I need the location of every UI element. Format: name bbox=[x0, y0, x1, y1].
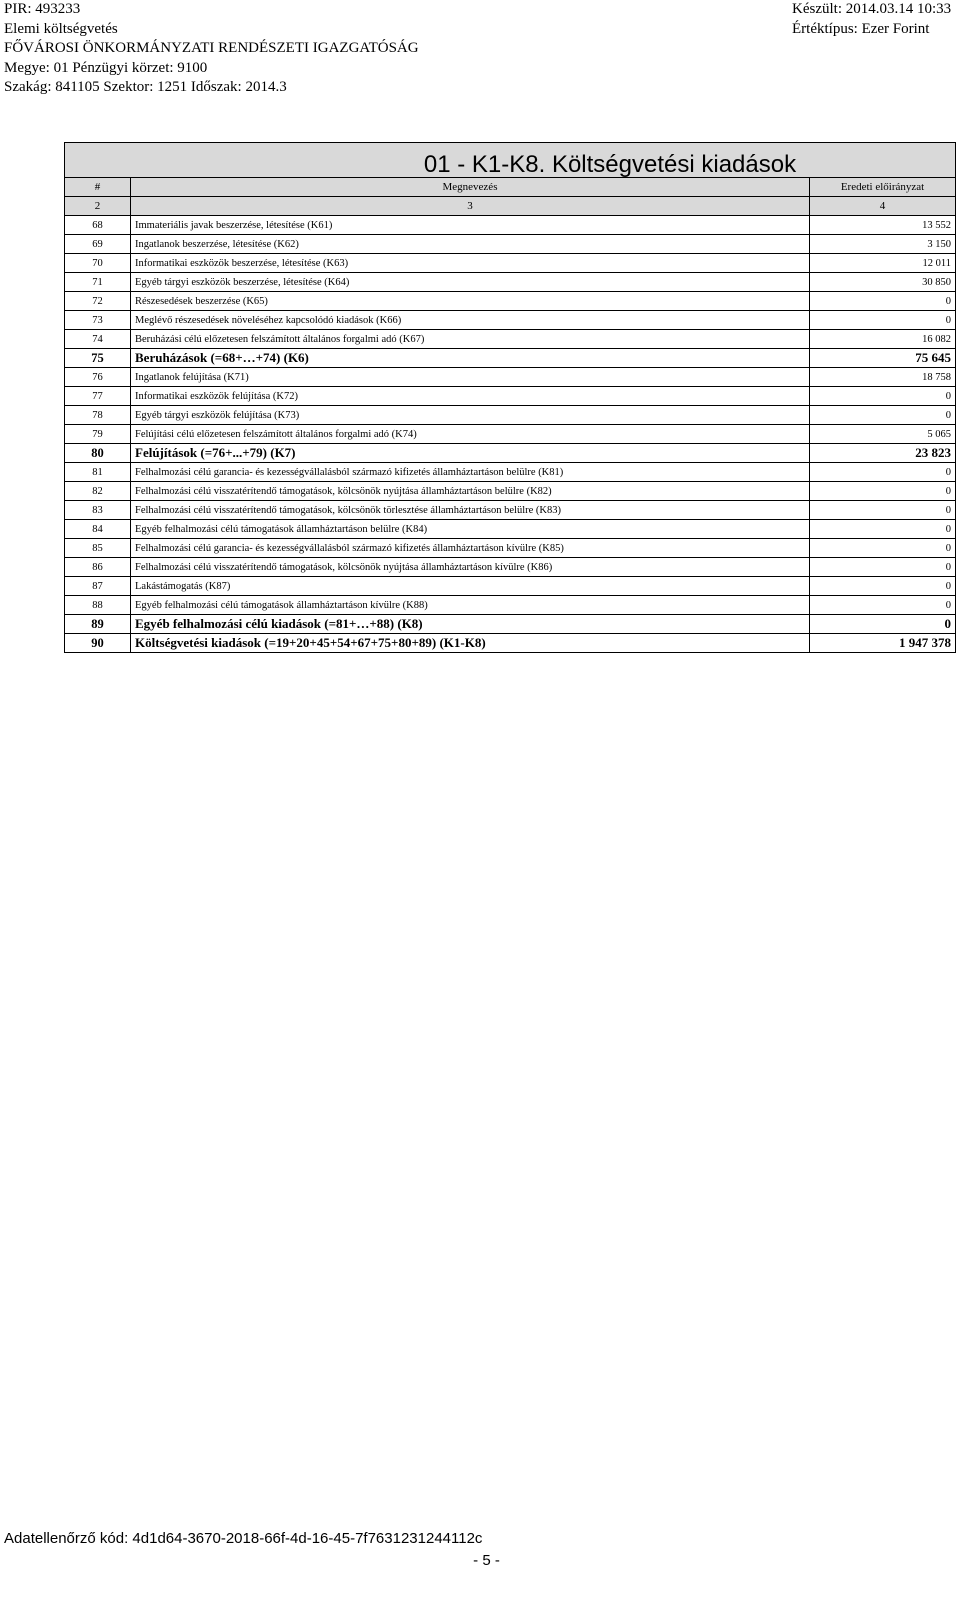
table-row bbox=[65, 406, 956, 425]
row-name: Ingatlanok beszerzése, létesítése (K62) bbox=[131, 235, 810, 254]
row-value: 0 bbox=[810, 387, 956, 406]
row-value: 0 bbox=[810, 482, 956, 501]
row-name: Informatikai eszközök beszerzése, létesítése (K63) bbox=[131, 254, 810, 273]
row-value: 0 bbox=[810, 406, 956, 425]
row-name: Felhalmozási célú garancia- és kezességvállalásból származó kifizetés államháztartáson kívülre (K85) bbox=[131, 539, 810, 558]
row-name: Felhalmozási célú visszatérítendő támogatások, kölcsönök nyújtása államháztartáson kívülre (K86) bbox=[131, 558, 810, 577]
header-left bbox=[4, 0, 419, 98]
row-number: 73 bbox=[65, 311, 131, 330]
table-row bbox=[65, 558, 956, 577]
row-name: Egyéb felhalmozási célú támogatások államháztartáson kívülre (K88) bbox=[131, 596, 810, 615]
row-value: 0 bbox=[810, 292, 956, 311]
row-value: 1 947 378 bbox=[810, 634, 956, 653]
table-row bbox=[65, 482, 956, 501]
table-row bbox=[65, 444, 956, 463]
table-row bbox=[65, 349, 956, 368]
row-number: 83 bbox=[65, 501, 131, 520]
row-number: 85 bbox=[65, 539, 131, 558]
table-row bbox=[65, 235, 956, 254]
row-name: Felújítási célú előzetesen felszámított általános forgalmi adó (K74) bbox=[131, 425, 810, 444]
row-value: 0 bbox=[810, 463, 956, 482]
row-number: 71 bbox=[65, 273, 131, 292]
table-row bbox=[65, 615, 956, 634]
table-row bbox=[65, 387, 956, 406]
row-number: 88 bbox=[65, 596, 131, 615]
table-row bbox=[65, 634, 956, 653]
table-row bbox=[65, 463, 956, 482]
column-number-2: 2 bbox=[65, 197, 131, 216]
row-name: Felhalmozási célú visszatérítendő támogatások, kölcsönök nyújtása államháztartáson belülre (K82) bbox=[131, 482, 810, 501]
column-header-number: # bbox=[65, 178, 131, 197]
column-header-row bbox=[65, 178, 956, 197]
created-timestamp: Készült: 2014.03.14 10:33 bbox=[792, 1, 952, 17]
table-title-text: 01 - K1-K8. Költségvetési kiadások bbox=[423, 151, 797, 178]
row-value: 3 150 bbox=[810, 235, 956, 254]
row-name: Egyéb felhalmozási célú támogatások államháztartáson belülre (K84) bbox=[131, 520, 810, 539]
row-name: Beruházások (=68+…+74) (K6) bbox=[131, 349, 810, 368]
table-row bbox=[65, 501, 956, 520]
row-number: 72 bbox=[65, 292, 131, 311]
table-row bbox=[65, 216, 956, 235]
row-value: 5 065 bbox=[810, 425, 956, 444]
row-name: Informatikai eszközök felújítása (K72) bbox=[131, 387, 810, 406]
row-number: 74 bbox=[65, 330, 131, 349]
pir-line: PIR: 493233 bbox=[4, 1, 81, 17]
table-row bbox=[65, 254, 956, 273]
row-value: 23 823 bbox=[810, 444, 956, 463]
table-title-row bbox=[65, 143, 956, 178]
row-name: Egyéb felhalmozási célú kiadások (=81+…+88) (K8) bbox=[131, 615, 810, 634]
expenditure-table bbox=[64, 142, 956, 653]
row-value: 0 bbox=[810, 577, 956, 596]
row-value: 0 bbox=[810, 520, 956, 539]
table-row bbox=[65, 368, 956, 387]
row-name: Egyéb tárgyi eszközök felújítása (K73) bbox=[131, 406, 810, 425]
row-name: Felhalmozási célú garancia- és kezességvállalásból származó kifizetés államháztartáson belülre (K81) bbox=[131, 463, 810, 482]
row-value: 18 758 bbox=[810, 368, 956, 387]
validation-code: Adatellenőrző kód: 4d1d64-3670-2018-66f-4d-16-45-7f7631231244112c bbox=[4, 1530, 483, 1547]
row-value: 0 bbox=[810, 311, 956, 330]
row-number: 86 bbox=[65, 558, 131, 577]
row-value: 0 bbox=[810, 501, 956, 520]
institution-name: FŐVÁROSI ÖNKORMÁNYZATI RENDÉSZETI IGAZGATÓSÁG bbox=[4, 40, 419, 56]
value-type: Értéktípus: Ezer Forint bbox=[792, 20, 930, 37]
row-number: 78 bbox=[65, 406, 131, 425]
table-row bbox=[65, 596, 956, 615]
column-header-original-budget: Eredeti előirányzat bbox=[810, 178, 956, 197]
row-value: 0 bbox=[810, 615, 956, 634]
row-name: Részesedések beszerzése (K65) bbox=[131, 292, 810, 311]
row-value: 0 bbox=[810, 596, 956, 615]
table-title bbox=[65, 143, 956, 178]
table-row bbox=[65, 520, 956, 539]
table-row bbox=[65, 539, 956, 558]
row-value: 16 082 bbox=[810, 330, 956, 349]
row-number: 77 bbox=[65, 387, 131, 406]
column-number-row bbox=[65, 197, 956, 216]
table-row bbox=[65, 273, 956, 292]
header-right bbox=[792, 0, 951, 39]
row-value: 12 011 bbox=[810, 254, 956, 273]
column-number-3: 3 bbox=[131, 197, 810, 216]
row-number: 90 bbox=[65, 634, 131, 653]
row-value: 13 552 bbox=[810, 216, 956, 235]
column-header-name: Megnevezés bbox=[131, 178, 810, 197]
row-number: 68 bbox=[65, 216, 131, 235]
row-name: Egyéb tárgyi eszközök beszerzése, létesítése (K64) bbox=[131, 273, 810, 292]
table-row bbox=[65, 311, 956, 330]
row-name: Felhalmozási célú visszatérítendő támogatások, kölcsönök törlesztése államháztartáson belülre (K83) bbox=[131, 501, 810, 520]
report-type-line: Elemi költségvetés bbox=[4, 20, 118, 37]
row-value: 0 bbox=[810, 539, 956, 558]
row-name: Beruházási célú előzetesen felszámított általános forgalmi adó (K67) bbox=[131, 330, 810, 349]
column-number-4: 4 bbox=[810, 197, 956, 216]
row-name: Felújítások (=76+...+79) (K7) bbox=[131, 444, 810, 463]
row-number: 70 bbox=[65, 254, 131, 273]
row-number: 82 bbox=[65, 482, 131, 501]
table-row bbox=[65, 425, 956, 444]
row-value: 75 645 bbox=[810, 349, 956, 368]
table-row bbox=[65, 577, 956, 596]
row-number: 81 bbox=[65, 463, 131, 482]
page-number: - 5 - bbox=[473, 1552, 500, 1569]
row-name: Immateriális javak beszerzése, létesítése (K61) bbox=[131, 216, 810, 235]
row-number: 79 bbox=[65, 425, 131, 444]
row-number: 75 bbox=[65, 349, 131, 368]
row-name: Lakástámogatás (K87) bbox=[131, 577, 810, 596]
row-number: 84 bbox=[65, 520, 131, 539]
row-value: 0 bbox=[810, 558, 956, 577]
row-name: Ingatlanok felújítása (K71) bbox=[131, 368, 810, 387]
table-row bbox=[65, 330, 956, 349]
row-number: 69 bbox=[65, 235, 131, 254]
row-value: 30 850 bbox=[810, 273, 956, 292]
row-name: Költségvetési kiadások (=19+20+45+54+67+75+80+89) (K1-K8) bbox=[131, 634, 810, 653]
county-district-line: Megye: 01 Pénzügyi körzet: 9100 bbox=[4, 59, 208, 76]
sector-period-line: Szakág: 841105 Szektor: 1251 Időszak: 2014.3 bbox=[4, 79, 287, 95]
row-name: Meglévő részesedések növeléséhez kapcsolódó kiadások (K66) bbox=[131, 311, 810, 330]
row-number: 87 bbox=[65, 577, 131, 596]
table-row bbox=[65, 292, 956, 311]
row-number: 89 bbox=[65, 615, 131, 634]
row-number: 76 bbox=[65, 368, 131, 387]
row-number: 80 bbox=[65, 444, 131, 463]
